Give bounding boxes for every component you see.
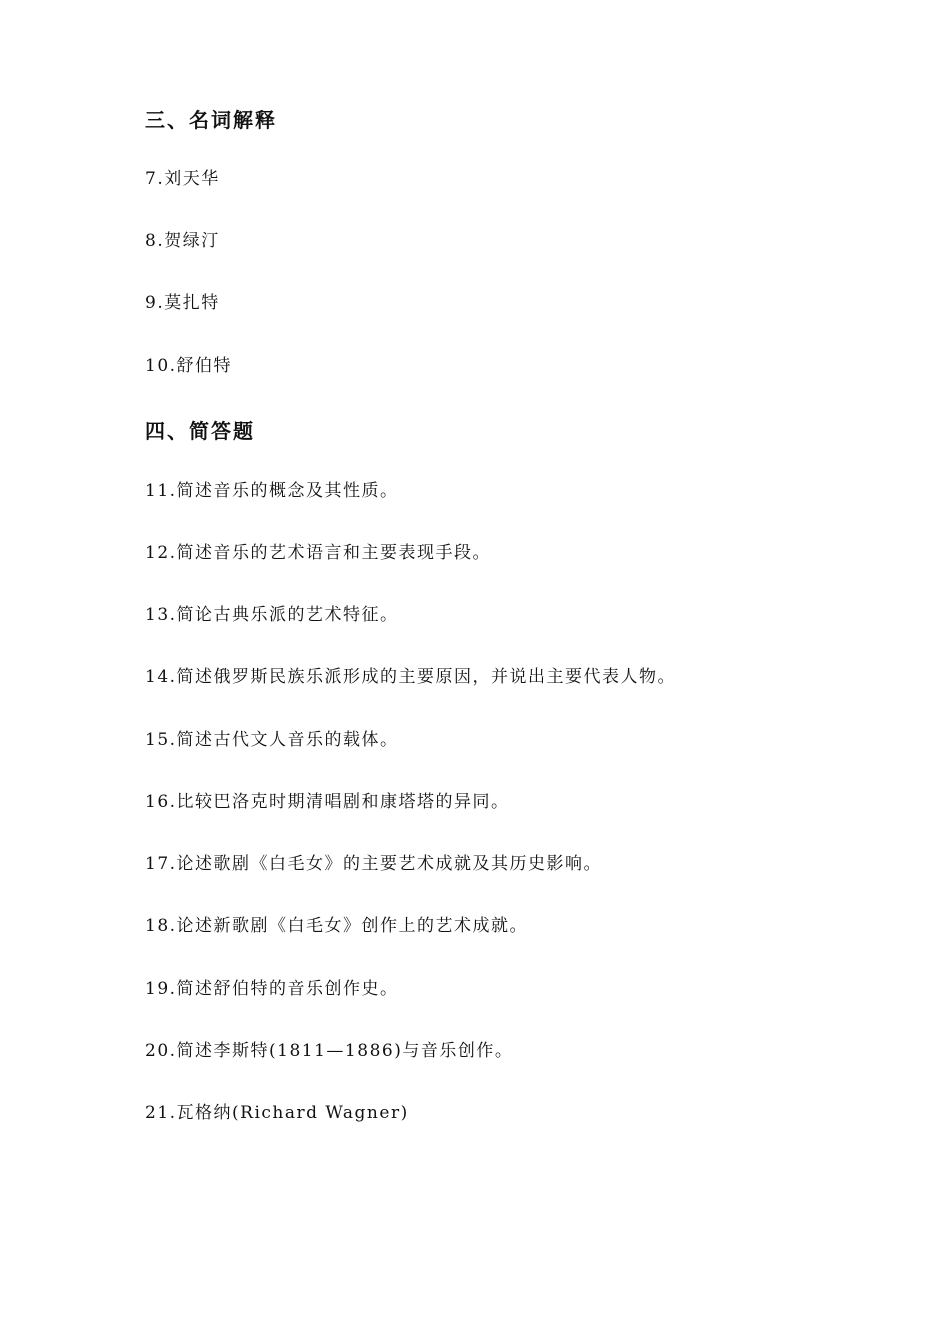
question-item: 17.论述歌剧《白毛女》的主要艺术成就及其历史影响。: [145, 854, 603, 874]
question-item: 10.舒伯特: [145, 356, 233, 376]
question-item: 12.简述音乐的艺术语言和主要表现手段。: [145, 543, 492, 563]
question-item: 8.贺绿汀: [145, 231, 220, 251]
question-item: 11.简述音乐的概念及其性质。: [145, 481, 399, 501]
question-item: 18.论述新歌剧《白毛女》创作上的艺术成就。: [145, 916, 529, 936]
question-item: 13.简论古典乐派的艺术特征。: [145, 605, 399, 625]
question-item: 19.简述舒伯特的音乐创作史。: [145, 979, 399, 999]
question-item: 16.比较巴洛克时期清唱剧和康塔塔的异同。: [145, 792, 510, 812]
section-heading-terms: 三、名词解释: [145, 108, 277, 132]
question-item: 21.瓦格纳(Richard Wagner): [145, 1103, 409, 1123]
question-item: 14.简述俄罗斯民族乐派形成的主要原因，并说出主要代表人物。: [145, 667, 677, 687]
section-heading-short-answer: 四、简答题: [145, 419, 255, 443]
question-item: 15.简述古代文人音乐的载体。: [145, 730, 399, 750]
question-item: 7.刘天华: [145, 169, 220, 189]
question-item: 20.简述李斯特(1811—1886)与音乐创作。: [145, 1041, 514, 1061]
question-item: 9.莫扎特: [145, 293, 220, 313]
